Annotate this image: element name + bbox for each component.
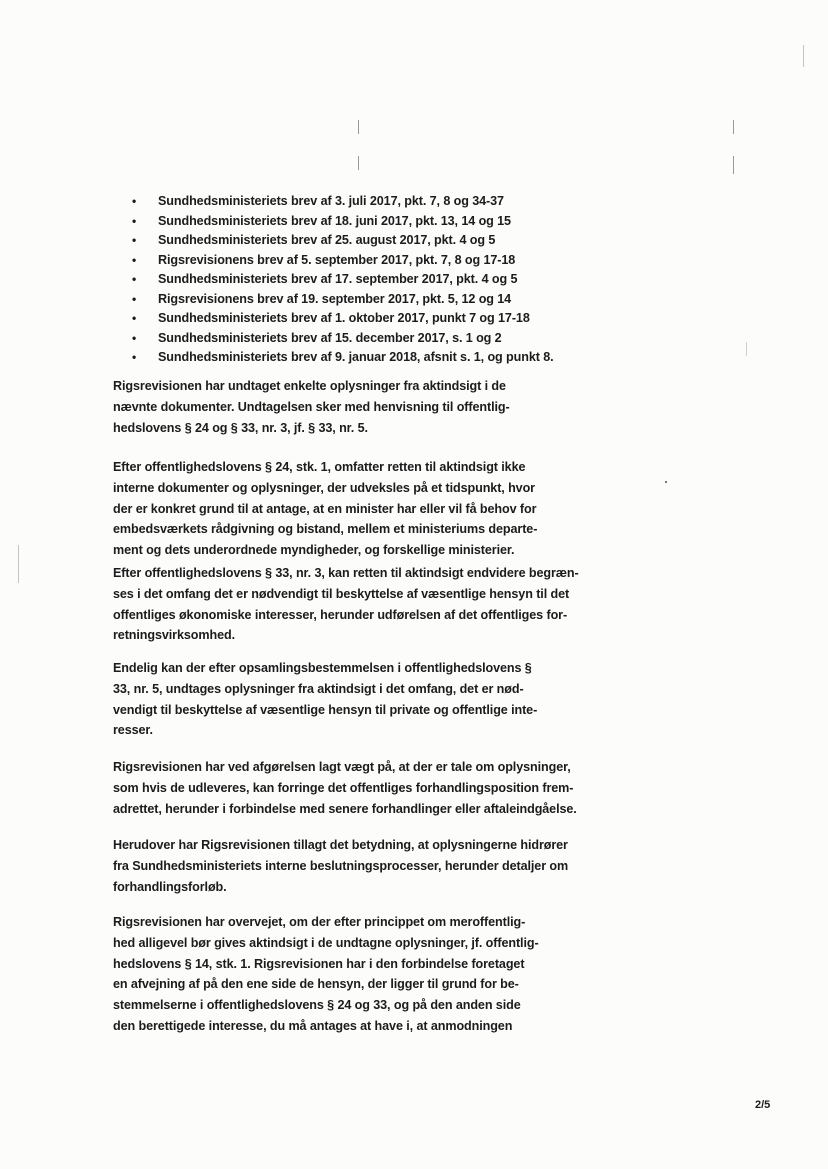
bullet-icon: •	[132, 213, 137, 228]
list-item: • Sundhedsministeriets brev af 17. september 2017, pkt. 4 og 5	[130, 270, 554, 290]
scan-mark	[18, 545, 19, 583]
list-item: • Sundhedsministeriets brev af 15. december 2017, s. 1 og 2	[130, 329, 554, 349]
list-item: • Rigsrevisionens brev af 5. september 2017, pkt. 7, 8 og 17-18	[130, 251, 554, 271]
paragraph-decision: Rigsrevisionen har ved afgørelsen lagt vægt på, at der er tale om oplysninger, som hvis de udleveres, kan forringe det offentliges forhandlingsposition frem- adrettet, herunder i forbindelse med senere forhandlinger eller aftaleindgåelse.	[113, 760, 577, 816]
bullet-icon: •	[132, 350, 137, 364]
bullet-icon: •	[132, 311, 137, 325]
bullet-icon: •	[132, 291, 137, 306]
list-item: • Sundhedsministeriets brev af 25. august 2017, pkt. 4 og 5	[130, 231, 554, 251]
paragraph-meroffentlighed: Rigsrevisionen har overvejet, om der efter princippet om meroffentlig- hed alligevel bør gives aktindsigt i de undtagne oplysninger, jf. offentlig- hedslovens § 14, stk. 1. Rigsrevisionen har i den forbindelse foretaget en afvejning af på den ene side de hensyn, der ligger til grund for be- stemmelserne i offentlighedslovens § 24 og 33, og på den anden side den berettigede interesse, du må antages at have i, at anmodningen	[113, 915, 539, 1033]
list-item: • Sundhedsministeriets brev af 18. juni 2017, pkt. 13, 14 og 15	[130, 212, 554, 232]
scan-mark	[358, 156, 359, 170]
bullet-icon: •	[132, 272, 137, 286]
list-item: • Sundhedsministeriets brev af 3. juli 2017, pkt. 7, 8 og 34-37	[130, 192, 554, 212]
paragraph-section-33-5: Endelig kan der efter opsamlingsbestemmelsen i offentlighedslovens § 33, nr. 5, undtages oplysninger fra aktindsigt i det omfang, det er nød- vendigt til beskyttelse af væsentlige hensyn til private og offentlige inte- resser.	[113, 661, 538, 738]
paragraph-section-24: Efter offentlighedslovens § 24, stk. 1, omfatter retten til aktindsigt ikke interne dokumenter og oplysninger, der udveksles på et tidspunkt, hvor der er konkret grund til at antage, at en minister har eller vil få behov for embedsværkets rådgivning og bistand, mellem et ministeriums departe- ment og dets underordnede myndigheder, og forskellige ministerier.	[113, 460, 538, 558]
bullet-icon: •	[132, 330, 137, 345]
scan-mark	[746, 342, 747, 356]
paragraph-internal-processes: Herudover har Rigsrevisionen tillagt det betydning, at oplysningerne hidrører fra Sundhedsministeriets interne beslutningsprocesser, herunder detaljer om forhandlingsforløb.	[113, 838, 569, 894]
scan-mark	[358, 120, 359, 134]
list-item: • Rigsrevisionens brev af 19. september 2017, pkt. 5, 12 og 14	[130, 290, 554, 310]
page-number: 2/5	[755, 1099, 771, 1111]
list-item: • Sundhedsministeriets brev af 9. januar 2018, afsnit s. 1, og punkt 8.	[130, 348, 554, 368]
bullet-icon: •	[132, 233, 137, 247]
bullet-icon: •	[132, 252, 137, 267]
scan-mark	[733, 120, 734, 134]
document-list	[130, 192, 554, 368]
scan-mark	[803, 45, 804, 67]
paragraph-section-33-3: Efter offentlighedslovens § 33, nr. 3, kan retten til aktindsigt endvidere begræn- ses i det omfang det er nødvendigt til beskyttelse af væsentlige hensyn til det offentliges økonomiske interesser, herunder udførelsen af det offentliges for- retningsvirksomhed.	[113, 566, 579, 643]
bullet-icon: •	[132, 194, 137, 208]
scan-mark	[665, 481, 667, 483]
paragraph-exemption: Rigsrevisionen har undtaget enkelte oplysninger fra aktindsigt i de nævnte dokumenter. Undtagelsen sker med henvisning til offentlig- hedslovens § 24 og § 33, nr. 3, jf. § 33, nr. 5.	[113, 379, 510, 435]
scan-mark	[733, 156, 734, 174]
list-item: • Sundhedsministeriets brev af 1. oktober 2017, punkt 7 og 17-18	[130, 309, 554, 329]
